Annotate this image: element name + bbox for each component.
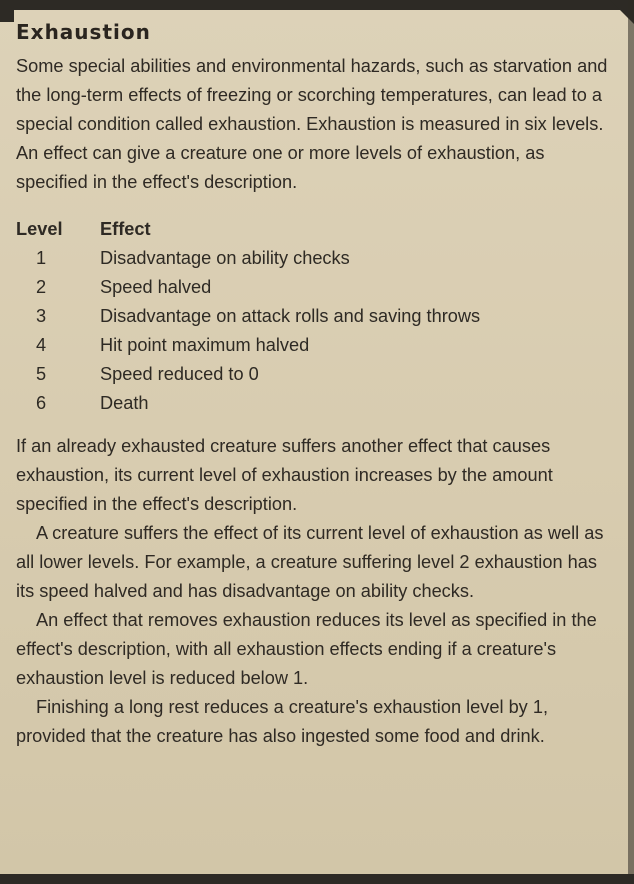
top-border-cap-left [0, 0, 14, 22]
effect-cell: Speed halved [100, 277, 212, 297]
table-header-row [16, 215, 616, 244]
level-cell: 3 [35, 306, 47, 326]
sidebar-content [16, 18, 616, 751]
body-paragraph: If an already exhausted creature suffers another effect that causes exhaustion, its current level of exhaustion increases by the amount specified in the effect's description. [16, 436, 553, 514]
effect-cell: Disadvantage on attack rolls and saving throws [100, 306, 481, 326]
level-cell: 2 [35, 277, 47, 297]
header-effect: Effect [100, 219, 151, 239]
table-row [16, 331, 616, 360]
effect-cell: Death [100, 393, 149, 413]
effect-cell: Speed reduced to 0 [100, 364, 259, 384]
header-level: Level [16, 219, 63, 239]
body-paragraph: Finishing a long rest reduces a creature's exhaustion level by 1, provided that the creature has also ingested some food and drink. [16, 697, 548, 746]
body-paragraph: An effect that removes exhaustion reduces its level as specified in the effect's description, with all exhaustion effects ending if a creature's exhaustion level is reduced below 1. [16, 610, 597, 688]
table-row [16, 360, 616, 389]
level-cell: 5 [35, 364, 47, 384]
exhaustion-table [16, 215, 616, 418]
section-title: Exhaustion [16, 20, 151, 44]
top-border [0, 0, 634, 10]
bottom-border [0, 874, 634, 884]
right-edge [628, 0, 634, 884]
level-cell: 6 [35, 393, 47, 413]
intro-paragraph: Some special abilities and environmental hazards, such as starvation and the long-term effects of freezing or scorching temperatures, can lead to a special condition called exhaustion. Exhaustion is measured in six levels. An effect can give a creature one or more levels of exhaustion, as specified in the effect's description. [16, 56, 608, 192]
level-cell: 4 [35, 335, 47, 355]
effect-cell: Disadvantage on ability checks [100, 248, 350, 268]
level-cell: 1 [35, 248, 47, 268]
table-row [16, 302, 616, 331]
table-row [16, 273, 616, 302]
table-row [16, 244, 616, 273]
body-paragraph: A creature suffers the effect of its current level of exhaustion as well as all lower levels. For example, a creature suffering level 2 exhaustion has its speed halved and has disadvantage on ability checks. [16, 523, 604, 601]
table-row [16, 389, 616, 418]
effect-cell: Hit point maximum halved [100, 335, 310, 355]
